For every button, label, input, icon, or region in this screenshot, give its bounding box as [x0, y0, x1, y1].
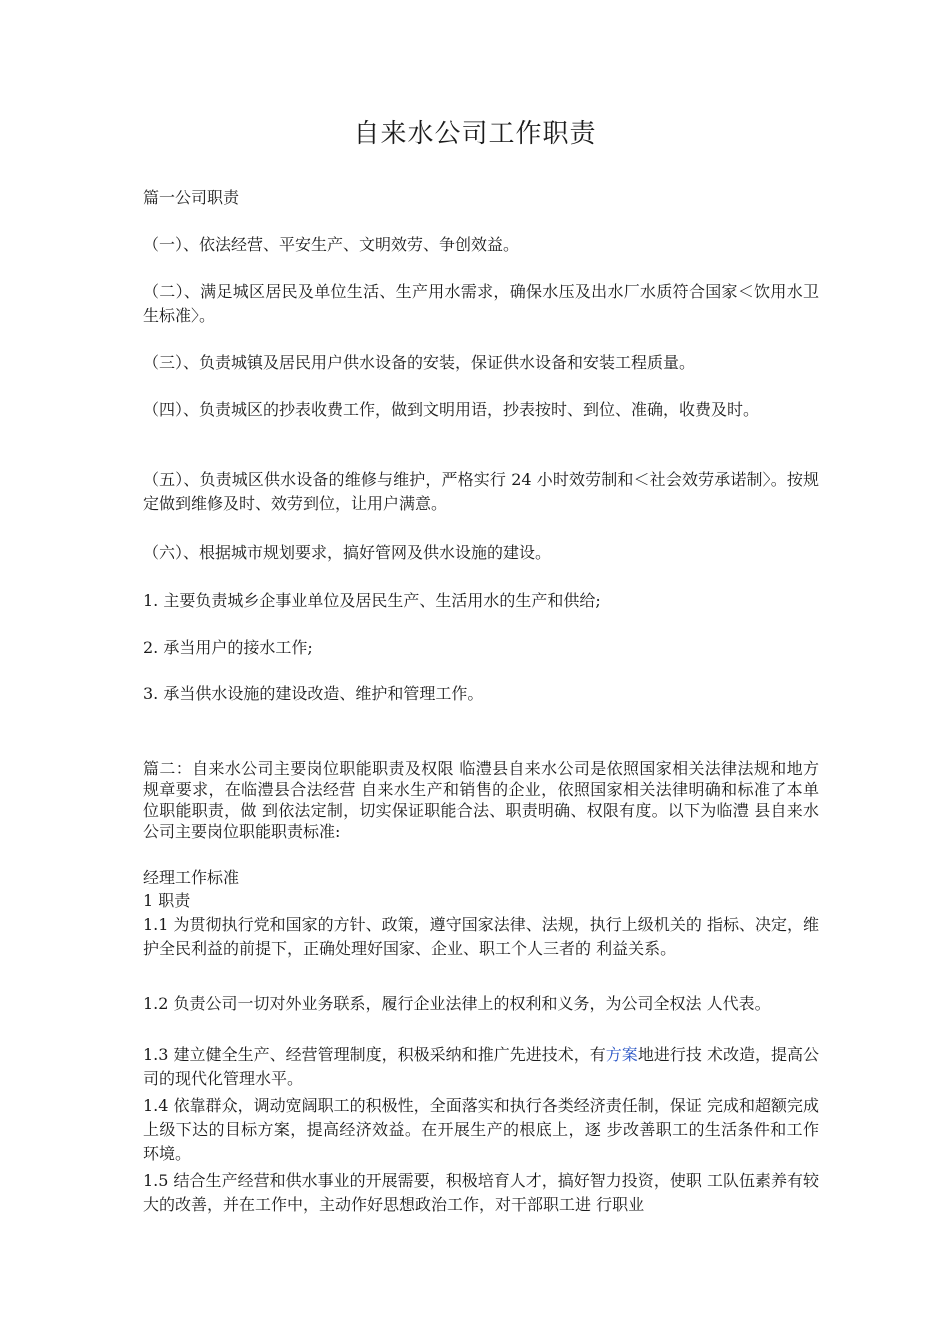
duty-item-6: （六）、根据城市规划要求，搞好管网及供水设施的建设。	[143, 543, 552, 562]
item-1-5: 1.5 结合生产经营和供水事业的开展需要，积极培育人才，搞好智力投资，使职 工队伍素养有较大的改善，并在工作中，主动作好思想政治工作，对干部职工进 行职业	[143, 1171, 819, 1214]
item-1-1: 1.1 为贯彻执行党和国家的方针、政策，遵守国家法律、法规，执行上级机关的 指标、决定，维护全民利益的前提下，正确处理好国家、企业、职工个人三者的 利益关系。	[143, 915, 819, 958]
duty-item-5: （五）、负责城区供水设备的维修与维护，严格实行 24 小时效劳制和＜社会效劳承诺制〉。按规定做到维修及时、效劳到位，让用户满意。	[143, 470, 819, 513]
duty-heading: 1 职责	[143, 891, 191, 910]
numbered-item-3: 3. 承当供水设施的建设改造、维护和管理工作。	[143, 684, 484, 703]
duty-item-1: （一）、依法经营、平安生产、文明效劳、争创效益。	[143, 235, 520, 254]
item-1-4: 1.4 依靠群众，调动宽阔职工的积极性，全面落实和执行各类经济责任制，保证 完成和超额完成上级下达的目标方案，提高经济效益。在开展生产的根底上，逐 步改善职工的生活条件和工作环境。	[143, 1096, 819, 1163]
duty-item-2: （二）、满足城区居民及单位生活、生产用水需求，确保水压及出水厂水质符合国家＜饮用水卫生标准〉。	[143, 282, 819, 325]
numbered-item-2: 2. 承当用户的接水工作;	[143, 638, 313, 657]
duty-item-4: （四）、负责城区的抄表收费工作，做到文明用语，抄表按时、到位、准确，收费及时。	[143, 400, 760, 419]
section2-subheading: 经理工作标准	[143, 868, 240, 887]
item-1-2: 1.2 负责公司一切对外业务联系，履行企业法律上的权利和义务，为公司全权法 人代表。	[143, 994, 771, 1013]
duty-item-3: （三）、负责城镇及居民用户供水设备的安装，保证供水设备和安装工程质量。	[143, 353, 696, 372]
section2-intro: 篇二：自来水公司主要岗位职能职责及权限 临澧县自来水公司是依照国家相关法律法规和地方规章要求，在临澧县合法经营 自来水生产和销售的企业，依照国家相关法律明确和标准了本单位职能职责，做 到依法定制，切实保证职能合法、职责明确、权限有度。以下为临澧 县自来水公司主要岗位职能职责标准:	[143, 759, 819, 841]
page-title: 自来水公司工作职责	[353, 119, 597, 149]
numbered-item-1: 1. 主要负责城乡企事业单位及居民生产、生活用水的生产和供给;	[143, 591, 601, 610]
section1-heading: 篇一公司职责	[143, 188, 240, 207]
item-1-3-text-after: 地进行技 术改造，提高公司的现代化管理水平。	[143, 1045, 819, 1088]
plan-link[interactable]: 方案	[605, 1045, 638, 1064]
item-1-3	[143, 1043, 819, 1091]
item-1-3-text-before: 1.3 建立健全生产、经营管理制度，积极采纳和推广先进技术，有	[143, 1045, 606, 1064]
